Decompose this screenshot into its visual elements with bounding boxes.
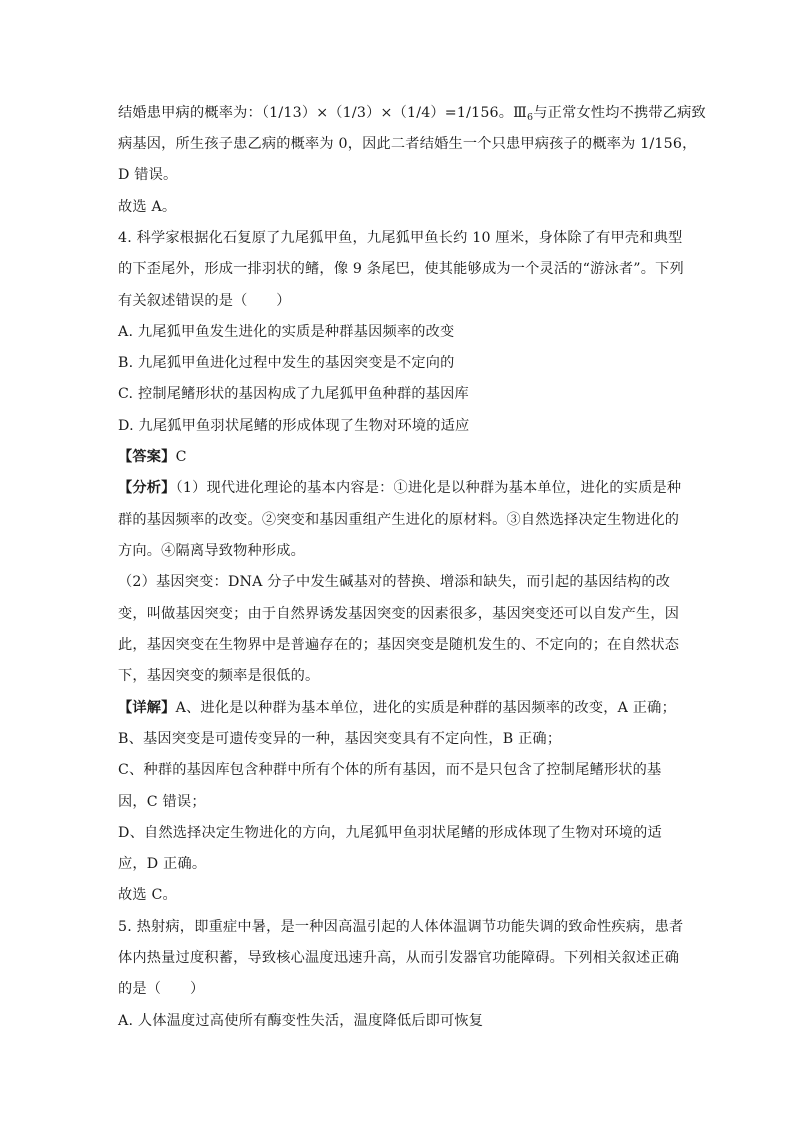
q4-option-d: D. 九尾狐甲鱼羽状尾鳍的形成体现了生物对环境的适应 [118, 418, 470, 434]
q4-stem-line-1: 4. 科学家根据化石复原了九尾狐甲鱼，九尾狐甲鱼长约 10 厘米，身体除了有甲壳和典型 [118, 230, 683, 246]
q4-detail-line-1 [118, 699, 678, 717]
q4-answer [118, 448, 678, 466]
q4-analysis-line-2: 群的基因频率的改变。②突变和基因重组产生进化的原材料。③自然选择决定生物进化的 [118, 512, 680, 528]
q5-stem-line-3: 的是（ ） [118, 981, 205, 997]
q4-analysis-line-6: 此，基因突变在生物界中是普遍存在的；基因突变是随机发生的、不定向的；在自然状态 [118, 637, 680, 653]
q5-stem-line-1: 5. 热射病，即重症中暑，是一种因高温引起的人体体温调节功能失调的致命性疾病，患者 [118, 919, 684, 935]
q4-analysis-line-3: 方向。④隔离导致物种形成。 [118, 543, 306, 559]
text: A、进化是以种群为基本单位，进化的实质是种群的基因频率的改变，A 正确； [175, 700, 676, 716]
q5-stem-line-2: 体内热量过度积蓄，导致核心温度迅速升高，从而引发器官功能障碍。下列相关叙述正确 [118, 950, 680, 966]
answer-value: C [175, 449, 187, 465]
subscript: 6 [527, 112, 534, 123]
q4-option-a: A. 九尾狐甲鱼发生进化的实质是种群基因频率的改变 [118, 324, 455, 340]
q4-analysis-line-5: 变，叫做基因突变；由于自然界诱发基因突变的因素很多，基因突变还可以自发产生，因 [118, 606, 680, 622]
prev-solution-line-1 [118, 104, 706, 127]
q4-analysis-line-4: （2）基因突变：DNA 分子中发生碱基对的替换、增添和缺失，而引起的基因结构的改 [118, 574, 671, 590]
q4-choice: 故选 C。 [118, 887, 177, 903]
q4-option-c: C. 控制尾鳍形状的基因构成了九尾狐甲鱼种群的基因库 [118, 386, 469, 402]
q4-detail-line-6: 应，D 正确。 [118, 856, 207, 872]
q4-analysis-line-1 [118, 479, 682, 497]
text: 与正常女性均不携带乙病致 [533, 105, 706, 121]
analysis-tag: 【分析】 [118, 480, 176, 496]
text: （1）现代进化理论的基本内容是：①进化是以种群为基本单位，进化的实质是种 [175, 480, 682, 496]
answer-tag: 【答案】 [118, 449, 176, 465]
q4-analysis-line-7: 下，基因突变的频率是很低的。 [118, 668, 320, 684]
q4-detail-line-3: C、种群的基因库包含种群中所有个体的所有基因，而不是只包含了控制尾鳍形状的基 [118, 762, 662, 778]
q4-detail-line-2: B、基因突变是可遗传变异的一种，基因突变具有不定向性，B 正确； [118, 731, 562, 747]
prev-solution-line-2: 病基因，所生孩子患乙病的概率为 0，因此二者结婚生一个只患甲病孩子的概率为 1/156， [118, 136, 697, 152]
q4-detail-line-5: D、自然选择决定生物进化的方向，九尾狐甲鱼羽状尾鳍的形成体现了生物对环境的适 [118, 825, 662, 841]
detail-tag: 【详解】 [118, 700, 176, 716]
prev-solution-line-3: D 错误。 [118, 167, 178, 183]
q4-option-b: B. 九尾狐甲鱼进化过程中发生的基因突变是不定向的 [118, 355, 455, 371]
q4-stem-line-2: 的下歪尾外，形成一排羽状的鳍，像 9 条尾巴，使其能够成为一个灵活的“游泳者”。下列 [118, 261, 684, 277]
text: 结婚患甲病的概率为：（1/13）×（1/3）×（1/4）=1/156。Ⅲ [118, 105, 528, 121]
q4-stem-line-3: 有关叙述错误的是（ ） [118, 293, 291, 309]
q4-detail-line-4: 因，C 错误； [118, 794, 206, 810]
prev-choice: 故选 A。 [118, 199, 177, 215]
q5-option-a: A. 人体温度过高使所有酶变性失活，温度降低后即可恢复 [118, 1013, 484, 1029]
